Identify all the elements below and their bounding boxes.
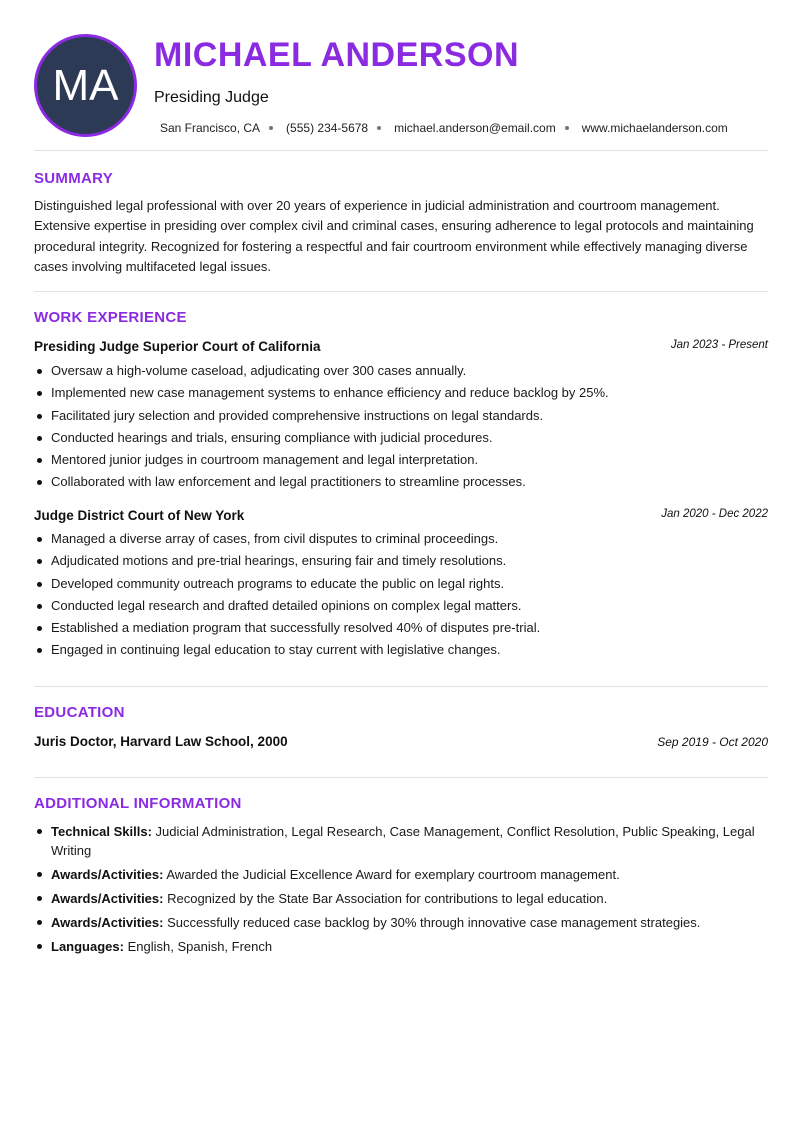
- list-item: Collaborated with law enforcement and legal practitioners to streamline processes.: [34, 471, 768, 493]
- job-role: Presiding Judge Superior Court of California: [34, 339, 321, 354]
- item-label: Languages:: [51, 939, 124, 954]
- separator-dot: [565, 126, 569, 130]
- list-item: Implemented new case management systems to enhance efficiency and reduce backlog by 25%.: [34, 382, 768, 404]
- list-item: Managed a diverse array of cases, from civil disputes to criminal proceedings.: [34, 528, 768, 550]
- additional-list: [34, 822, 768, 961]
- job-header: [34, 338, 768, 356]
- job-role: Judge District Court of New York: [34, 508, 245, 523]
- section-divider: [34, 686, 768, 687]
- item-text: Judicial Administration, Legal Research, Case Management, Conflict Resolution, Public Speaking, Legal Writing: [51, 824, 755, 858]
- education-entry: [34, 733, 768, 751]
- separator-dot: [269, 126, 273, 130]
- job-title: Presiding Judge: [154, 89, 269, 106]
- education-degree: Juris Doctor, Harvard Law School, 2000: [34, 734, 288, 749]
- list-item: [34, 889, 768, 908]
- job-dates: Jan 2020 - Dec 2022: [661, 508, 768, 520]
- resume-header: [34, 34, 768, 138]
- list-item: Oversaw a high-volume caseload, adjudicating over 300 cases annually.: [34, 360, 768, 382]
- list-item: [34, 865, 768, 884]
- list-item: [34, 937, 768, 956]
- contact-location: San Francisco, CA: [160, 121, 261, 135]
- list-item: Conducted legal research and drafted detailed opinions on complex legal matters.: [34, 595, 768, 617]
- list-item: Mentored junior judges in courtroom management and legal interpretation.: [34, 449, 768, 471]
- education-heading: EDUCATION: [34, 704, 125, 721]
- list-item: Engaged in continuing legal education to stay current with legislative changes.: [34, 639, 768, 661]
- item-text: Recognized by the State Bar Association for contributions to legal education.: [167, 891, 608, 906]
- list-item: [34, 913, 768, 932]
- candidate-name: MICHAEL ANDERSON: [154, 36, 520, 74]
- experience-heading: WORK EXPERIENCE: [34, 309, 187, 326]
- separator-dot: [377, 126, 381, 130]
- summary-heading: SUMMARY: [34, 170, 114, 187]
- section-divider: [34, 777, 768, 778]
- section-divider: [34, 150, 768, 151]
- list-item: [34, 822, 768, 860]
- contact-website[interactable]: www.michaelanderson.com: [581, 121, 728, 135]
- job-bullets: [34, 528, 768, 662]
- item-text: Awarded the Judicial Excellence Award for exemplary courtroom management.: [166, 867, 620, 882]
- item-label: Technical Skills:: [51, 824, 152, 839]
- list-item: Facilitated jury selection and provided comprehensive instructions on legal standards.: [34, 405, 768, 427]
- item-label: Awards/Activities:: [51, 915, 164, 930]
- item-text: English, Spanish, French: [127, 939, 273, 954]
- job-bullets: [34, 360, 768, 494]
- item-label: Awards/Activities:: [51, 891, 164, 906]
- additional-heading: ADDITIONAL INFORMATION: [34, 795, 242, 812]
- contact-line: [160, 121, 728, 135]
- item-label: Awards/Activities:: [51, 867, 164, 882]
- list-item: Conducted hearings and trials, ensuring compliance with judicial procedures.: [34, 427, 768, 449]
- item-text: Successfully reduced case backlog by 30% through innovative case management strategies.: [167, 915, 701, 930]
- contact-phone[interactable]: (555) 234-5678: [286, 121, 369, 135]
- education-dates: Sep 2019 - Oct 2020: [657, 735, 768, 749]
- avatar: [34, 34, 137, 137]
- list-item: Established a mediation program that successfully resolved 40% of disputes pre-trial.: [34, 617, 768, 639]
- list-item: Developed community outreach programs to educate the public on legal rights.: [34, 573, 768, 595]
- list-item: Adjudicated motions and pre-trial hearings, ensuring fair and timely resolutions.: [34, 550, 768, 572]
- contact-email[interactable]: michael.anderson@email.com: [394, 121, 556, 135]
- job-dates: Jan 2023 - Present: [670, 339, 768, 351]
- section-divider: [34, 291, 768, 292]
- job-header: [34, 507, 768, 525]
- summary-text: Distinguished legal professional with over 20 years of experience in judicial administration and courtroom management. Extensive expertise in presiding over complex civil and criminal cases, ensuring adherence to legal protocols and maintaining procedural integrity. Recognized for fostering a respectful and fair courtroom environment while effectively managing diverse cases involving multifaceted legal issues.: [34, 198, 754, 274]
- avatar-initials: MA: [52, 60, 119, 110]
